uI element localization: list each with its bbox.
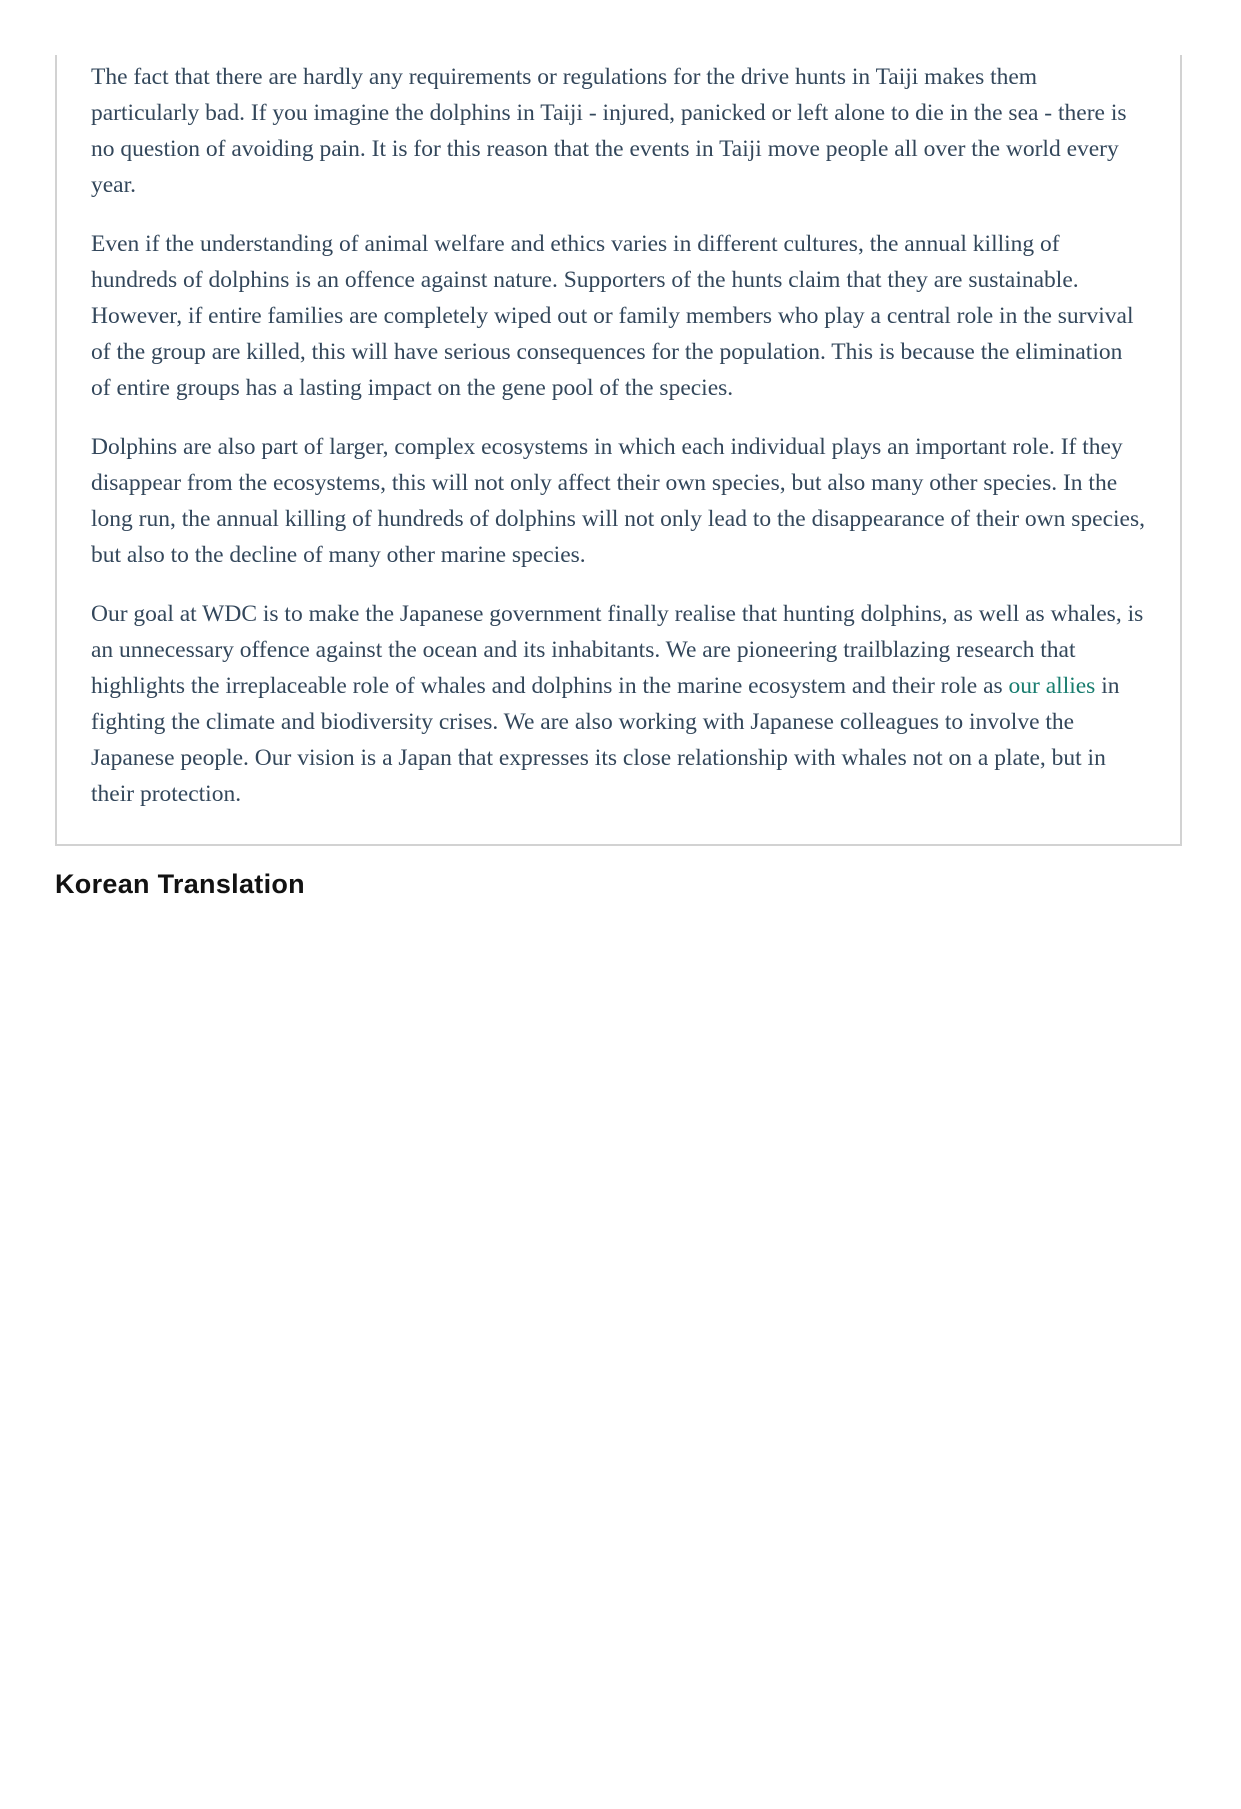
article-quote-box: [55, 55, 1182, 846]
quote-paragraph-2: Even if the understanding of animal welfare and ethics varies in different cultures, the annual killing of hundreds of dolphins is an offence against nature. Supporters of the hunts claim that they are sustainable. However, if entire families are completely wiped out or family members who play a central role in the survival of the group are killed, this will have serious consequences for the population. This is because the elimination of entire groups has a lasting impact on the gene pool of the species.: [91, 231, 1134, 401]
quote-paragraph-4-text-before: Our goal at WDC is to make the Japanese government finally realise that hunting dolphins, as well as whales, is an unnecessary offence against the ocean and its inhabitants. We are pioneering trailblazing research that highlights the irreplaceable role of whales and dolphins in the marine ecosystem and their role as: [91, 601, 1144, 699]
quote-paragraph-1: The fact that there are hardly any requirements or regulations for the drive hunts in Taiji makes them particularly bad. If you imagine the dolphins in Taiji - injured, panicked or left alone to die in the sea - there is no question of avoiding pain. It is for this reason that the events in Taiji move people all over the world every year.: [91, 64, 1127, 198]
quote-paragraph-4-text-after: in fighting the climate and biodiversity crises. We are also working with Japanese colleagues to involve the Japanese people. Our vision is a Japan that expresses its close relationship with whales not on a plate, but in their protection.: [91, 673, 1120, 807]
quote-paragraph-3: Dolphins are also part of larger, complex ecosystems in which each individual plays an important role. If they disappear from the ecosystems, this will not only affect their own species, but also many other species. In the long run, the annual killing of hundreds of dolphins will not only lead to the disappearance of their own species, but also to the decline of many other marine species.: [91, 434, 1146, 568]
our-allies-link[interactable]: our allies: [1008, 673, 1096, 699]
quote-paragraph-4: [91, 596, 1146, 812]
korean-translation-heading: Korean Translation: [55, 869, 305, 899]
